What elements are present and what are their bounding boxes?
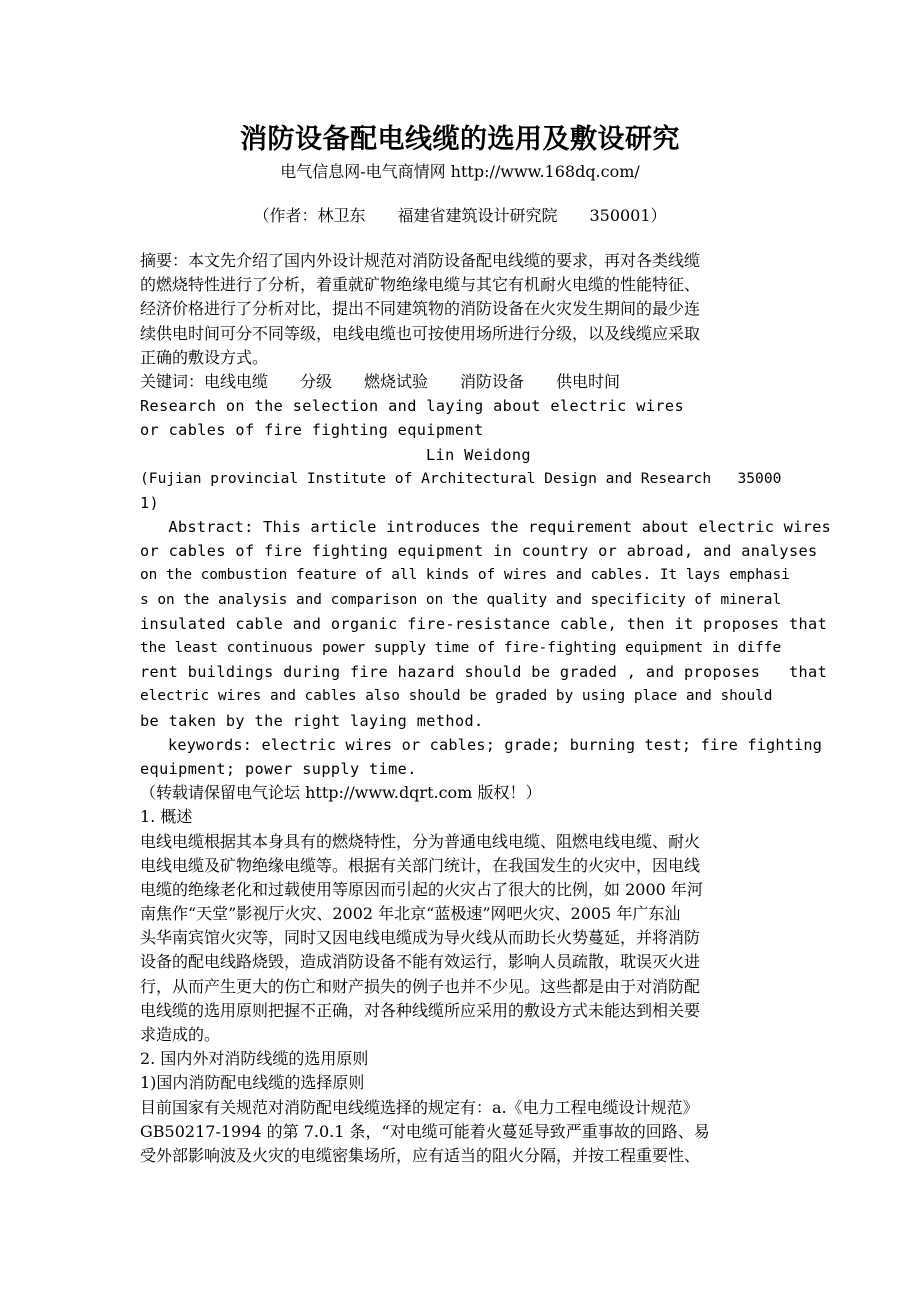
english-abstract-line: electric wires and cables also should be graded by using place and should [140,688,773,705]
section-paragraph-line: GB50217-1994 的第 7.0.1 条，“对电缆可能着火蔓延导致严重事故的回路、易 [140,1121,710,1141]
english-author: Lin Weidong [426,445,531,464]
english-abstract-line: insulated cable and organic fire-resistance cable, then it proposes that [140,614,828,633]
english-keywords-line: keywords: electric wires or cables; grade; burning test; fire fighting [140,735,823,754]
section-paragraph-line: 南焦作“天堂”影视厅火灾、2002 年北京“蓝极速”网吧火灾、2005 年广东汕 [140,904,681,924]
section-paragraph-line: 求造成的。 [140,1025,221,1044]
section-paragraph-line: 头华南宾馆火灾等，同时又因电线电缆成为导火线从而助长火势蔓延，并将消防 [140,928,701,948]
section-heading: 2. 国内外对消防线缆的选用原则 [140,1049,369,1069]
keywords-cn: 关键词：电线电缆 分级 燃烧试验 消防设备 供电时间 [140,371,621,391]
section-paragraph-line: 电线电缆及矿物绝缘电缆等。根据有关部门统计，在我国发生的火灾中，因电线 [140,855,701,875]
english-title-line: Research on the selection and laying about electric wires [140,397,684,416]
abstract-cn-line: 正确的敷设方式。 [140,347,269,367]
section-paragraph-line: 行，从而产生更大的伤亡和财产损失的例子也并不少见。这些都是由于对消防配 [140,976,701,996]
abstract-cn-line: 经济价格进行了分析对比，提出不同建筑物的消防设备在火灾发生期间的最少连 [140,299,701,319]
english-affiliation-line: (Fujian provincial Institute of Architectural Design and Research 35000 [140,469,782,487]
english-abstract-line: Abstract: This article introduces the requirement about electric wires [140,518,832,537]
abstract-cn-line: 续供电时间可分不同等级，电线电缆也可按使用场所进行分级，以及线缆应采取 [140,323,701,343]
abstract-cn-line: 的燃烧特性进行了分析，着重就矿物绝缘电缆与其它有机耐火电缆的性能特征、 [140,275,701,295]
english-abstract-line: rent buildings during fire hazard should be graded , and proposes that [140,663,828,682]
section-paragraph-line: 受外部影响波及火灾的电缆密集场所，应有适当的阻火分隔，并按工程重要性、 [140,1145,701,1165]
english-abstract-line: be taken by the right laying method. [140,711,484,730]
section-paragraph-line: 设备的配电线路烧毁，造成消防设备不能有效运行，影响人员疏散，耽误灭火进 [140,952,701,972]
document-body [140,249,830,1168]
copyright-notice: （转载请保留电气论坛 http://www.dqrt.com 版权！） [140,783,542,803]
section-paragraph-line: 电线缆的选用原则把握不正确，对各种线缆所应采用的敷设方式未能达到相关要 [140,1000,701,1020]
english-title-line: or cables of fire fighting equipment [140,421,484,440]
abstract-cn-line: 摘要：本文先介绍了国内外设计规范对消防设备配电线缆的要求，再对各类线缆 [140,251,701,270]
english-abstract-line: on the combustion feature of all kinds of wires and cables. It lays emphasi [140,567,790,584]
author-line: （作者：林卫东 福建省建筑设计研究院 350001） [253,206,667,225]
english-abstract-line: s on the analysis and comparison on the quality and specificity of mineral [140,591,782,608]
section-paragraph-line: 电缆的绝缘老化和过载使用等原因而引起的火灾占了很大的比例，如 2000 年河 [140,879,703,899]
document-title: 消防设备配电线缆的选用及敷设研究 [240,124,680,155]
source-line: 电气信息网-电气商情网 http://www.168dq.com/ [280,162,640,181]
english-affiliation-line: 1) [140,493,160,512]
section-heading: 1. 概述 [140,807,193,827]
english-keywords-line: equipment; power supply time. [140,759,417,778]
section-paragraph-line: 目前国家有关规范对消防配电线缆选择的规定有：a.《电力工程电缆设计规范》 [140,1097,699,1117]
english-abstract-line: the least continuous power supply time of fire-fighting equipment in diffe [140,640,782,656]
english-abstract-line: or cables of fire fighting equipment in country or abroad, and analyses [140,542,818,561]
subsection-heading: 1)国内消防配电线缆的选择原则 [140,1073,365,1093]
section-paragraph-line: 电线电缆根据其本身具有的燃烧特性，分为普通电线电缆、阻燃电线电缆、耐火 [140,831,701,851]
